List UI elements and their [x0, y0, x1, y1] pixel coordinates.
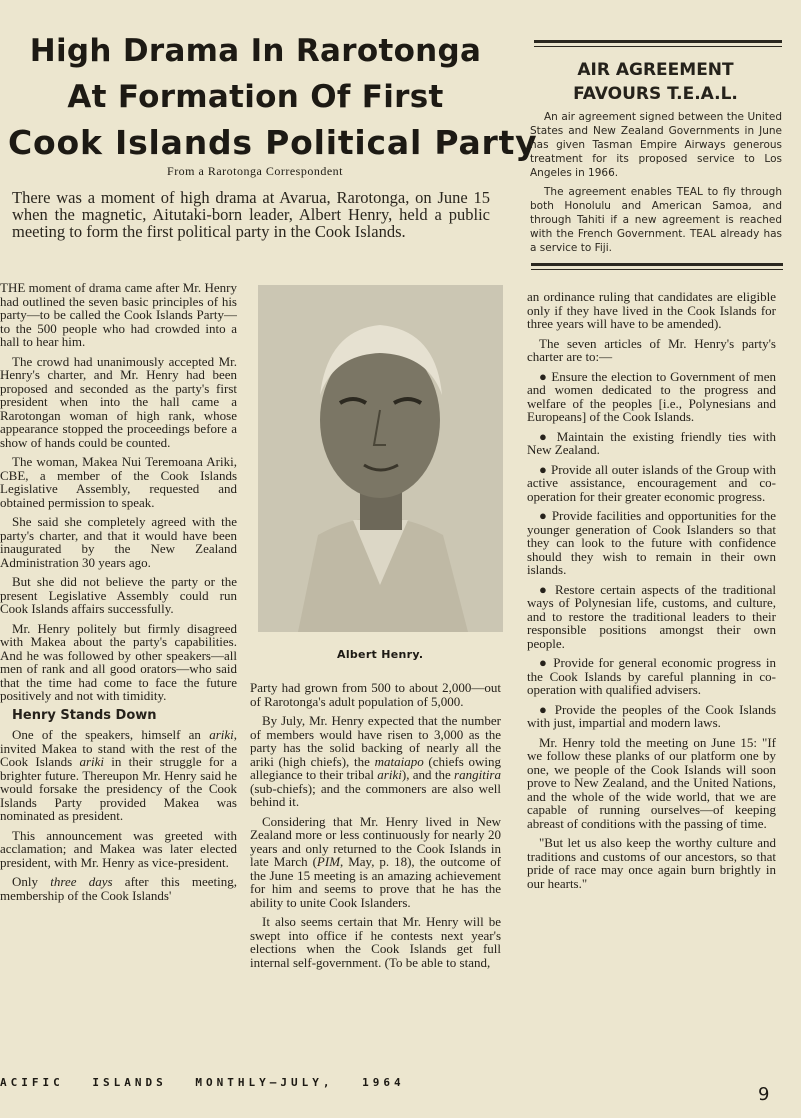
charter-item	[527, 463, 776, 504]
text-run-italic: ariki	[377, 767, 402, 782]
text-run: One of the speakers, himself an	[12, 727, 210, 742]
lede-paragraph: There was a moment of high drama at Avarua, Rarotonga, on June 15 when the magnetic, Aitutaki-born leader, Albert Henry, held a public meeting to form the first political party in the Cook Islands.	[12, 188, 490, 241]
text-run: Only	[12, 874, 51, 889]
text-run-italic: rangitira	[454, 767, 501, 782]
charter-item	[527, 703, 776, 730]
headline-line-3: Cook Islands Political Party	[8, 123, 538, 162]
sidebar-title	[528, 58, 783, 106]
article-column-1	[0, 281, 237, 1076]
bullet-icon: ●	[539, 461, 548, 477]
paragraph: Mr. Henry politely but firmly disagreed with Makea about the party's capabilities. And he was followed by other speakers—all men of rank and all good orators—who said that the time had come to face the future positively and not with timidity.	[0, 620, 237, 703]
article-column-3	[527, 290, 776, 1066]
paragraph: THE moment of drama came after Mr. Henry had outlined the seven basic principles of his party—to be called the Cook Islands Party—to the 500 people who had crowded into a hall to hear him.	[0, 281, 237, 349]
sidebar-title-line-1: AIR AGREEMENT	[577, 60, 734, 80]
headline-line-1: High Drama In Rarotonga	[29, 33, 482, 69]
bullet-icon: ●	[539, 701, 550, 717]
charter-item	[527, 583, 776, 651]
article-column-2	[250, 681, 501, 1066]
paragraph	[250, 714, 501, 809]
text-run: in their struggle for a brighter future. Thereupon Mr. Henry said he would forsake the presidency of the Cook Islands Party provided Makea was nominated as president.	[0, 754, 237, 823]
text-run-italic: three days	[50, 874, 113, 889]
text-run: (sub-chiefs); and the commoners are also well behind it.	[250, 780, 501, 809]
paragraph: The crowd had unanimously accepted Mr. Henry's charter, and Mr. Henry had been proposed and seconded as the party's first president when into the hall came a Rarotongan woman of high rank, whose appearance stopped the proceedings before a show of hands could be counted.	[0, 353, 237, 450]
bullet-icon: ●	[539, 581, 550, 597]
paragraph: The woman, Makea Nui Teremoana Ariki, CBE, a member of the Cook Islands Legislative Assembly, requested and obtained permission to speak.	[0, 454, 237, 510]
footer-word: ACIFIC	[0, 1076, 64, 1089]
bullet-icon: ●	[539, 428, 551, 444]
page-number: 9	[758, 1084, 770, 1105]
page-footer	[0, 1076, 480, 1089]
headline-line-2: At Formation Of First	[67, 79, 444, 115]
text-run-italic: ariki	[209, 727, 234, 742]
byline: From a Rarotonga Correspondent	[167, 164, 343, 178]
text-run-italic: ariki	[79, 754, 105, 769]
text-run: Provide the peoples of the Cook Islands with just, impartial and modern laws.	[527, 701, 776, 730]
sidebar-bottom-rule-thin	[531, 269, 783, 270]
text-run: Maintain the existing friendly ties with New Zealand.	[527, 428, 776, 457]
text-run: Provide all outer islands of the Group with active assistance, encouragement and co-operation for their greater economic progress.	[527, 461, 776, 504]
text-run-italic: PIM	[316, 854, 341, 869]
portrait-illustration	[258, 285, 503, 632]
paragraph: This announcement was greeted with acclamation; and Makea was later elected president, with Mr. Henry as vice-president.	[0, 827, 237, 870]
text-run: ), and the	[401, 767, 455, 782]
footer-word: ISLANDS	[92, 1076, 167, 1089]
sidebar-bottom-rule	[531, 263, 783, 266]
text-run: after this meeting, membership of the Cook Islands'	[0, 874, 237, 903]
paragraph	[0, 728, 237, 823]
bullet-icon: ●	[539, 508, 548, 523]
paragraph: Mr. Henry told the meeting on June 15: "If we follow these planks of our platform one by one, we people of the Cook Islands will soon prove to New Zealand, and the United Nations, and the whole of the wide world, that we are capable of running ourselves—of keeping abreast of conditions with the passing of time.	[527, 734, 776, 831]
paragraph: She said she completely agreed with the party's charter, and that it would have been inaugurated by the New Zealand Administration 30 years ago.	[0, 514, 237, 570]
subheading: Henry Stands Down	[12, 707, 157, 723]
text-run: Considering that Mr. Henry lived in New Zealand more or less continuously for nearly 20 years and only returned to the Cook Islands in late March (	[250, 813, 501, 869]
text-run: , May, p. 18), the outcome of the June 15 meeting is an amazing achievement for him and seems to prove that he has the ability to unite Cook Islanders.	[250, 854, 501, 910]
charter-item	[527, 656, 776, 697]
portrait-photo	[258, 285, 503, 632]
paragraph: "But let us also keep the worthy culture and traditions and customs of our ancestors, so that pride of race may once again burn brightly in our hearts."	[527, 835, 776, 891]
sidebar-title-line-2: FAVOURS T.E.A.L.	[573, 84, 738, 104]
bullet-icon: ●	[539, 655, 549, 670]
text-run: , invited Makea to stand with the rest of the Cook Islands	[0, 727, 237, 769]
headline	[8, 28, 538, 166]
footer-word: MONTHLY—JULY,	[195, 1076, 334, 1089]
text-run: (chiefs owing allegiance to their tribal	[250, 753, 501, 782]
paragraph: An air agreement signed between the United States and New Zealand Governments in June has given Tasman Empire Airways generous treatment for its proposed service to Los Angeles in 1966.	[530, 111, 782, 179]
text-run: By July, Mr. Henry expected that the number of members would have risen to 3,000 as the party has the solid backing of nearly all the ariki (high chiefs), the	[250, 713, 501, 769]
sidebar-top-rule	[534, 40, 782, 43]
paragraph: Party had grown from 500 to about 2,000—out of Rarotonga's adult population of 5,000.	[250, 681, 501, 709]
charter-item	[527, 370, 776, 424]
charter-item	[527, 509, 776, 577]
paragraph	[250, 815, 501, 910]
charter-item	[527, 430, 776, 457]
text-run: Provide for general economic progress in the Cook Islands by careful planning in co-operation with qualified advisers.	[527, 655, 776, 697]
paragraph	[0, 875, 237, 902]
paragraph: The seven articles of Mr. Henry's party's charter are to:—	[527, 335, 776, 364]
sidebar-body	[530, 110, 782, 260]
text-run: Ensure the election to Government of men and women dedicated to the progress and welfare of the peoples [i.e., Polynesians and Europeans] of the Cook Islands.	[527, 368, 776, 424]
footer-word: 1964	[362, 1076, 405, 1089]
text-run-italic: mataiapo	[374, 753, 424, 769]
paragraph: an ordinance ruling that candidates are eligible only if they have lived in the Cook Islands for three years will have to be amended).	[527, 290, 776, 331]
text-run: Restore certain aspects of the traditional ways of Polynesian life, customs, and culture, and to restore the traditional leaders to their responsible positions amongst their own people.	[527, 581, 776, 651]
text-run: Provide facilities and opportunities for the younger generation of Cook Islanders so that they can look to the future with confidence should they wish to remain in their own islands.	[527, 508, 776, 577]
paragraph: But she did not believe the party or the present Legislative Assembly could run Cook Islands affairs successfully.	[0, 574, 237, 616]
paragraph: The agreement enables TEAL to fly through both Honolulu and American Samoa, and through Tahiti if a new agreement is reached with the French Government. TEAL already has a service to Fiji.	[530, 186, 782, 254]
sidebar-top-rule-thin	[534, 46, 782, 47]
paragraph: It also seems certain that Mr. Henry will be swept into office if he contests next year's elections when the Cook Islands get full internal self-government. (To be able to stand,	[250, 914, 501, 970]
bullet-icon: ●	[539, 368, 548, 384]
photo-caption: Albert Henry.	[337, 648, 424, 661]
